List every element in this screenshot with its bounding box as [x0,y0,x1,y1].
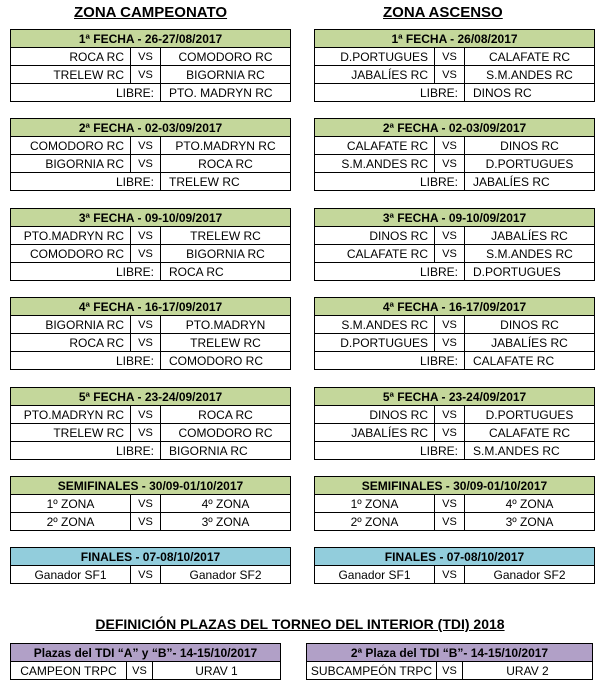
semifinales-table-campeonato [10,476,291,531]
fecha-table-campeonato-2 [10,118,291,191]
fecha-header: Plazas del TDI “A” y “B”- 14-15/10/2017 [11,644,281,662]
home-team: ROCA RC [11,48,131,66]
away-team: DINOS RC [465,316,595,334]
libre-team: COMODORO RC [161,352,291,370]
libre-label: LIBRE: [315,352,465,370]
vs-label: VS [131,566,161,584]
home-team: JABALÍES RC [315,66,435,84]
vs-label: VS [131,245,161,263]
finales-table-campeonato [10,547,291,584]
vs-label: VS [131,513,161,531]
libre-label: LIBRE: [315,263,465,281]
away-team: URAV 2 [463,662,593,680]
away-team: D.PORTUGUES [465,406,595,424]
home-team: CAMPEON TRPC [11,662,127,680]
libre-team: ROCA RC [161,263,291,281]
vs-label: VS [435,424,465,442]
vs-label: VS [131,137,161,155]
vs-label: VS [131,406,161,424]
away-team: D.PORTUGUES [465,155,595,173]
libre-team: BIGORNIA RC [161,442,291,460]
away-team: COMODORO RC [161,424,291,442]
fecha-table-ascenso-3 [314,208,595,281]
fecha-header: 1ª FECHA - 26-27/08/2017 [11,30,291,48]
away-team: CALAFATE RC [465,48,595,66]
libre-team: TRELEW RC [161,173,291,191]
tdi-table-b [306,643,593,680]
away-team: S.M.ANDES RC [465,66,595,84]
fecha-header: 4ª FECHA - 16-17/09/2017 [315,298,595,316]
vs-label: VS [131,155,161,173]
away-team: PTO.MADRYN RC [161,137,291,155]
tdi-table-a-b [10,643,281,680]
away-team: JABALÍES RC [465,334,595,352]
fecha-table-campeonato-4 [10,297,291,370]
away-team: CALAFATE RC [465,424,595,442]
home-team: CALAFATE RC [315,245,435,263]
away-team: 4º ZONA [465,495,595,513]
libre-label: LIBRE: [11,173,161,191]
fecha-table-ascenso-1 [314,29,595,102]
home-team: 2º ZONA [11,513,131,531]
home-team: JABALÍES RC [315,424,435,442]
vs-label: VS [435,316,465,334]
home-team: CALAFATE RC [315,137,435,155]
fecha-header: 3ª FECHA - 09-10/09/2017 [11,209,291,227]
fecha-table-campeonato-5 [10,387,291,460]
home-team: TRELEW RC [11,424,131,442]
away-team: ROCA RC [161,406,291,424]
libre-label: LIBRE: [11,352,161,370]
vs-label: VS [131,316,161,334]
vs-label: VS [131,334,161,352]
home-team: DINOS RC [315,227,435,245]
away-team: URAV 1 [153,662,281,680]
fecha-header: 1ª FECHA - 26/08/2017 [315,30,595,48]
fecha-table-ascenso-2 [314,118,595,191]
fecha-table-ascenso-4 [314,297,595,370]
fecha-table-ascenso-5 [314,387,595,460]
fecha-header: 4ª FECHA - 16-17/09/2017 [11,298,291,316]
finales-table-ascenso [314,547,595,584]
home-team: ROCA RC [11,334,131,352]
libre-label: LIBRE: [315,173,465,191]
home-team: D.PORTUGUES [315,334,435,352]
away-team: Ganador SF2 [465,566,595,584]
fecha-header: FINALES - 07-08/10/2017 [315,548,595,566]
fecha-header: 5ª FECHA - 23-24/09/2017 [315,388,595,406]
libre-team: S.M.ANDES RC [465,442,595,460]
vs-label: VS [435,406,465,424]
fecha-header: 2ª Plaza del TDI “B”- 14-15/10/2017 [307,644,593,662]
vs-label: VS [435,513,465,531]
vs-label: VS [435,495,465,513]
libre-label: LIBRE: [11,442,161,460]
vs-label: VS [435,66,465,84]
home-team: Ganador SF1 [315,566,435,584]
vs-label: VS [131,495,161,513]
zona-campeonato-title: ZONA CAMPEONATO [74,4,228,21]
fecha-header: FINALES - 07-08/10/2017 [11,548,291,566]
semifinales-table-ascenso [314,476,595,531]
vs-label: VS [435,48,465,66]
zona-ascenso-title: ZONA ASCENSO [383,4,503,21]
vs-label: VS [435,227,465,245]
libre-team: PTO. MADRYN RC [161,84,291,102]
away-team: 4º ZONA [161,495,291,513]
fecha-table-campeonato-3 [10,208,291,281]
home-team: BIGORNIA RC [11,316,131,334]
libre-team: JABALÍES RC [465,173,595,191]
vs-label: VS [435,334,465,352]
home-team: SUBCAMPEÓN TRPC [307,662,437,680]
vs-label: VS [127,662,153,680]
fecha-table-campeonato-1 [10,29,291,102]
vs-label: VS [131,227,161,245]
home-team: S.M.ANDES RC [315,316,435,334]
fecha-header: 5ª FECHA - 23-24/09/2017 [11,388,291,406]
home-team: Ganador SF1 [11,566,131,584]
home-team: PTO.MADRYN RC [11,227,131,245]
home-team: 1º ZONA [315,495,435,513]
fecha-header: SEMIFINALES - 30/09-01/10/2017 [11,477,291,495]
away-team: COMODORO RC [161,48,291,66]
away-team: 3º ZONA [465,513,595,531]
home-team: TRELEW RC [11,66,131,84]
vs-label: VS [435,137,465,155]
libre-label: LIBRE: [315,442,465,460]
home-team: COMODORO RC [11,245,131,263]
vs-label: VS [435,566,465,584]
libre-team: DINOS RC [465,84,595,102]
away-team: Ganador SF2 [161,566,291,584]
away-team: BIGORNIA RC [161,245,291,263]
home-team: 1º ZONA [11,495,131,513]
libre-label: LIBRE: [11,263,161,281]
away-team: ROCA RC [161,155,291,173]
fecha-header: 2ª FECHA - 02-03/09/2017 [11,119,291,137]
libre-team: CALAFATE RC [465,352,595,370]
fecha-header: SEMIFINALES - 30/09-01/10/2017 [315,477,595,495]
away-team: TRELEW RC [161,334,291,352]
home-team: BIGORNIA RC [11,155,131,173]
away-team: TRELEW RC [161,227,291,245]
away-team: 3º ZONA [161,513,291,531]
fecha-header: 3ª FECHA - 09-10/09/2017 [315,209,595,227]
home-team: PTO.MADRYN RC [11,406,131,424]
home-team: COMODORO RC [11,137,131,155]
away-team: JABALÍES RC [465,227,595,245]
home-team: 2º ZONA [315,513,435,531]
away-team: PTO.MADRYN [161,316,291,334]
libre-label: LIBRE: [315,84,465,102]
away-team: BIGORNIA RC [161,66,291,84]
home-team: S.M.ANDES RC [315,155,435,173]
vs-label: VS [435,245,465,263]
vs-label: VS [131,48,161,66]
vs-label: VS [435,155,465,173]
vs-label: VS [131,66,161,84]
away-team: DINOS RC [465,137,595,155]
vs-label: VS [437,662,463,680]
home-team: DINOS RC [315,406,435,424]
tdi-title: DEFINICIÓN PLAZAS DEL TORNEO DEL INTERIOR (TDI) 2018 [95,616,505,632]
fecha-header: 2ª FECHA - 02-03/09/2017 [315,119,595,137]
home-team: D.PORTUGUES [315,48,435,66]
away-team: S.M.ANDES RC [465,245,595,263]
vs-label: VS [131,424,161,442]
libre-label: LIBRE: [11,84,161,102]
libre-team: D.PORTUGUES [465,263,595,281]
